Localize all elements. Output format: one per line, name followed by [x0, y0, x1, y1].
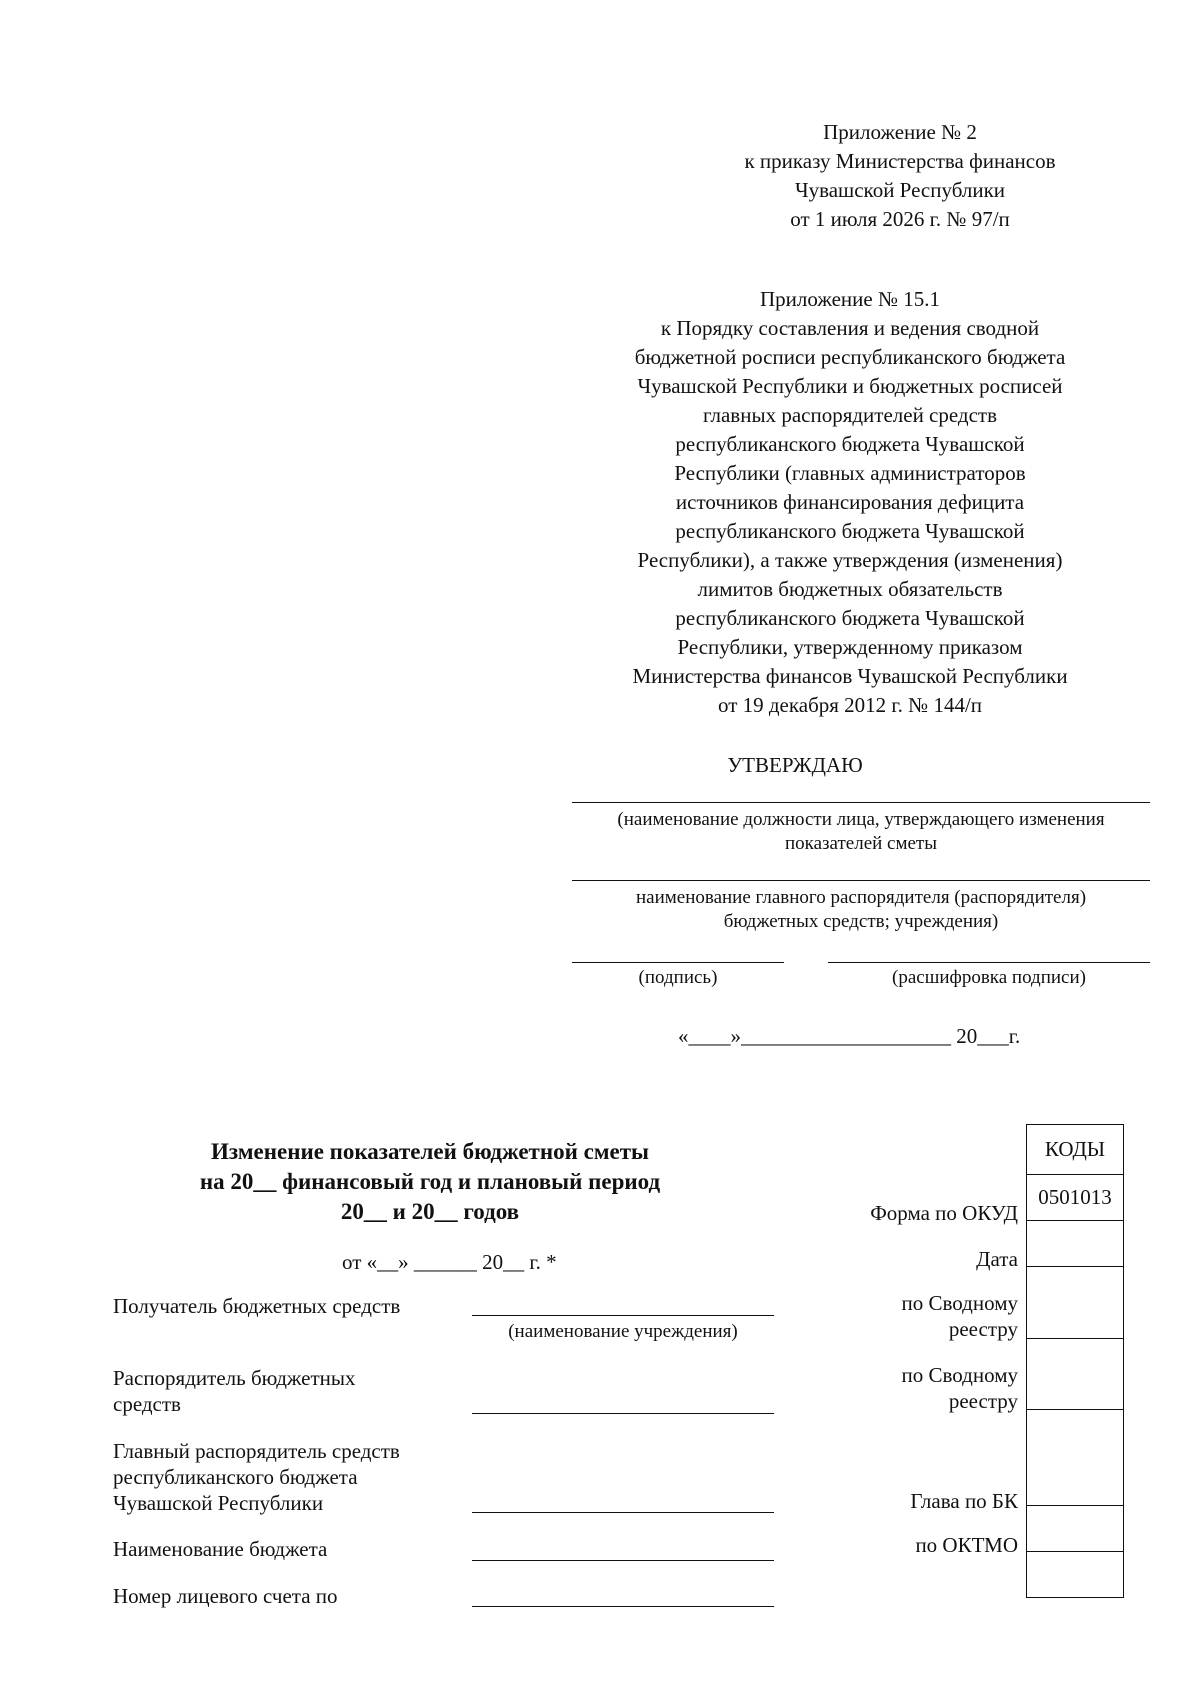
approver-position-caption: [572, 808, 1150, 856]
registry-code-label-line: реестру: [948, 1317, 1018, 1341]
signature-decoding-caption: (расшифровка подписи): [892, 967, 1086, 988]
appendix-order-line: Республики, утвержденному приказом: [677, 635, 1023, 659]
appendix-order-block: [560, 285, 1140, 720]
chief-manager-input-line: [472, 1512, 774, 1513]
registry-code-label-line: реестру: [948, 1389, 1018, 1413]
appendix-order-line: к Порядку составления и ведения сводной: [660, 316, 1040, 340]
signature-caption: (подпись): [638, 967, 718, 988]
appendix-order-line: от 19 декабря 2012 г. № 144/п: [717, 693, 983, 717]
approver-org-caption-line: наименование главного распорядителя (распорядителя): [635, 887, 1087, 908]
account-code-cell: [1027, 1552, 1123, 1598]
form-title-line: 20__ и 20__ годов: [340, 1199, 520, 1224]
appendix-order-line: лимитов бюджетных обязательств: [697, 577, 1003, 601]
chief-manager-label-line: республиканского бюджета: [113, 1465, 358, 1489]
account-number-label: Номер лицевого счета по: [113, 1584, 338, 1608]
registry-code-label-1: [800, 1290, 1018, 1342]
approver-position-line: [572, 802, 1150, 803]
registry-code-label-line: по Сводному: [901, 1291, 1018, 1315]
appendix-order-line: бюджетной росписи республиканского бюджета: [634, 345, 1066, 369]
approval-heading: УТВЕРЖДАЮ: [727, 753, 863, 777]
account-number-input-line: [472, 1606, 774, 1607]
registry-code-cell-1: [1027, 1267, 1123, 1339]
budget-name-label: Наименование бюджета: [113, 1537, 328, 1561]
approver-org-caption: [572, 886, 1150, 934]
appendix-main-line: Чувашской Республики: [794, 178, 1006, 202]
okud-code-cell: 0501013: [1027, 1175, 1123, 1221]
oktmo-label: по ОКТМО: [915, 1533, 1018, 1557]
manager-input-line: [472, 1413, 774, 1414]
approver-org-caption-line: бюджетных средств; учреждения): [723, 911, 999, 932]
chief-manager-label-line: Чувашской Республики: [113, 1491, 324, 1515]
appendix-order-line: Республики (главных администраторов: [674, 461, 1026, 485]
date-code-cell: [1027, 1221, 1123, 1267]
signature-line: [572, 962, 784, 963]
registry-code-label-line: по Сводному: [901, 1363, 1018, 1387]
codes-table: [1026, 1124, 1124, 1598]
manager-label-line: Распорядитель бюджетных: [113, 1366, 356, 1390]
manager-label-line: средств: [113, 1392, 181, 1416]
appendix-main-line: Приложение № 2: [823, 120, 977, 144]
appendix-order-line: Министерства финансов Чувашской Республики: [632, 664, 1068, 688]
chief-manager-label: [113, 1438, 400, 1516]
recipient-input-line: [472, 1315, 774, 1316]
okud-label: Форма по ОКУД: [870, 1201, 1018, 1225]
appendix-main-line: к приказу Министерства финансов: [744, 149, 1056, 173]
registry-code-cell-2: [1027, 1339, 1123, 1410]
appendix-order-line: Республики), а также утверждения (изменения): [637, 548, 1063, 572]
date-code-label: Дата: [976, 1247, 1018, 1271]
appendix-order-line: республиканского бюджета Чувашской: [675, 606, 1025, 630]
form-title-line: Изменение показателей бюджетной сметы: [211, 1139, 649, 1164]
chapter-bk-code-cell: [1027, 1410, 1123, 1506]
oktmo-code-cell: [1027, 1506, 1123, 1552]
appendix-main-line: от 1 июля 2026 г. № 97/п: [790, 207, 1010, 231]
appendix-order-line: Чувашской Республики и бюджетных росписей: [637, 374, 1063, 398]
form-title: [170, 1137, 690, 1227]
appendix-order-line: Приложение № 15.1: [760, 287, 940, 311]
appendix-order-line: источников финансирования дефицита: [675, 490, 1025, 514]
recipient-label: Получатель бюджетных средств: [113, 1294, 401, 1318]
chief-manager-label-line: Главный распорядитель средств: [113, 1439, 400, 1463]
registry-code-label-2: [800, 1362, 1018, 1414]
appendix-order-line: республиканского бюджета Чувашской: [675, 432, 1025, 456]
budget-name-input-line: [472, 1560, 774, 1561]
signature-decoding-line: [828, 962, 1150, 963]
approver-org-line: [572, 880, 1150, 881]
form-date-line: от «__» ______ 20__ г. *: [342, 1250, 557, 1274]
recipient-caption: (наименование учреждения): [508, 1321, 738, 1342]
approval-date-line: «____»____________________ 20___г.: [678, 1024, 1021, 1048]
chapter-bk-label: Глава по БК: [910, 1489, 1018, 1513]
manager-label: [113, 1365, 356, 1417]
appendix-main-block: [610, 118, 1190, 234]
form-title-line: на 20__ финансовый год и плановый период: [199, 1169, 661, 1194]
approver-position-caption-line: показателей сметы: [784, 833, 938, 854]
appendix-order-line: главных распорядителей средств: [702, 403, 998, 427]
codes-header: КОДЫ: [1027, 1125, 1123, 1175]
appendix-order-line: республиканского бюджета Чувашской: [675, 519, 1025, 543]
approver-position-caption-line: (наименование должности лица, утверждающего изменения: [617, 809, 1105, 830]
